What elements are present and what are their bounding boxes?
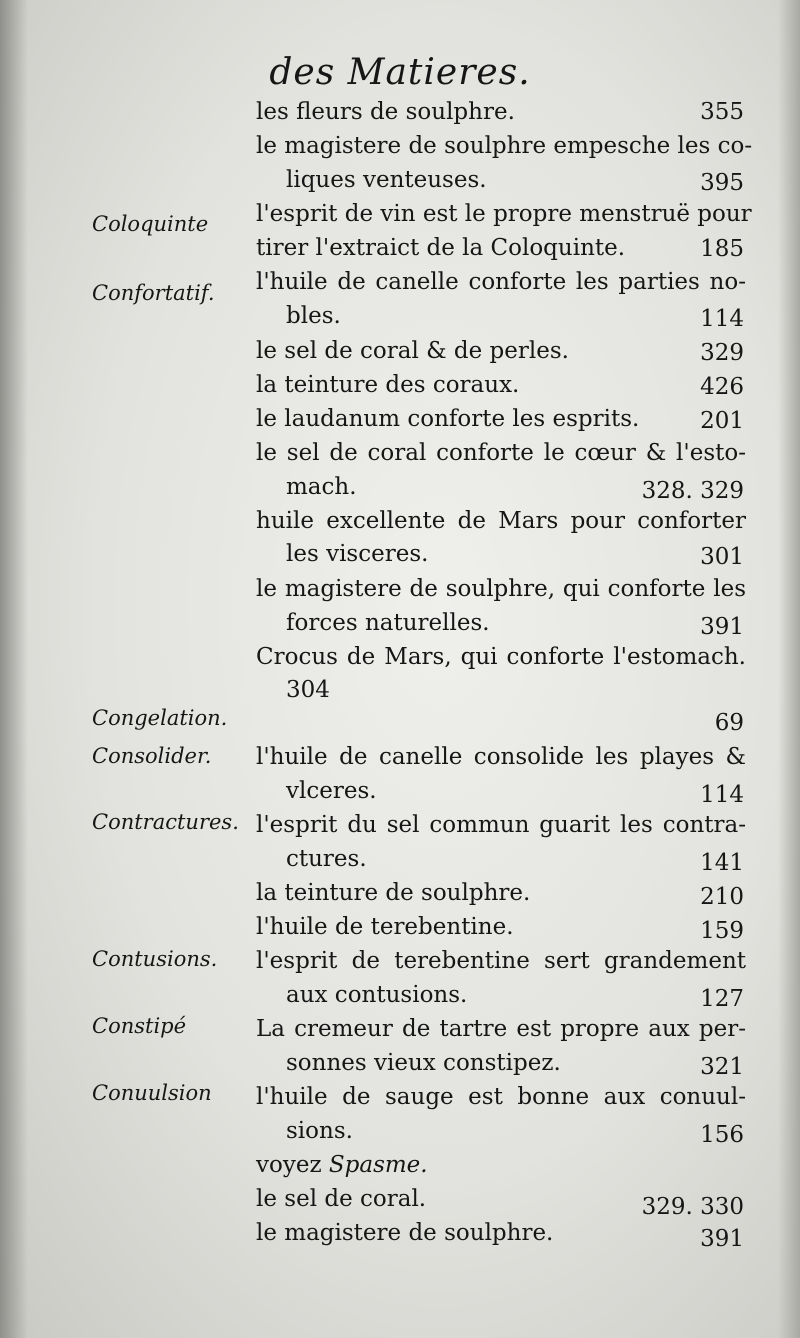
entry-line: le magistere de soulphre, qui conforte les (256, 576, 746, 602)
entry-line: l'esprit de vin est le propre menstruë pour (256, 201, 752, 227)
entry-line: La cremeur de tartre est propre aux per- (256, 1016, 746, 1042)
page-number: 114 (700, 306, 744, 332)
page-number: 159 (700, 918, 744, 944)
page-gutter-shadow (0, 0, 28, 1338)
entry-line: le magistere de soulphre. (256, 1220, 554, 1246)
entry-line (256, 1152, 746, 1178)
term-coloquinte: Coloquinte (92, 212, 209, 236)
entry-line: les visceres. (286, 541, 429, 567)
entry-line: l'huile de sauge est bonne aux conuul- (256, 1084, 746, 1110)
term-congelation: Congelation. (92, 706, 228, 730)
page-number: 210 (700, 884, 744, 910)
entry-line: les fleurs de soulphre. (256, 99, 515, 125)
entry-line: forces naturelles. (286, 610, 490, 636)
page-number: 156 (700, 1122, 744, 1148)
page-edge-shadow (778, 0, 800, 1338)
term-contractures: Contractures. (92, 810, 239, 834)
page-number: 321 (700, 1054, 744, 1080)
entry-line: vlceres. (286, 778, 377, 804)
page-number: 329 (700, 340, 744, 366)
entry-line: huile excellente de Mars pour conforter (256, 508, 746, 534)
page-number: 185 (700, 236, 744, 262)
page-number: 201 (700, 408, 744, 434)
entry-line: Crocus de Mars, qui conforte l'estomach. (256, 644, 746, 670)
entry-line: le laudanum conforte les esprits. (256, 406, 640, 432)
entry-line: l'huile de canelle consolide les playes & (256, 744, 746, 770)
page-number: 426 (700, 374, 744, 400)
entry-line: liques venteuses. (286, 167, 487, 193)
term-conuulsion: Conuulsion (92, 1081, 212, 1105)
term-confortatif: Confortatif. (92, 281, 215, 305)
entry-line: l'huile de canelle conforte les parties no- (256, 269, 746, 295)
running-header: des Matieres. (269, 52, 531, 93)
entry-line: bles. (286, 303, 341, 329)
page-number: 301 (700, 544, 744, 570)
entry-line: mach. (286, 474, 357, 500)
cross-reference-term: Spasme. (328, 1152, 428, 1178)
page-number: 391 (700, 614, 744, 640)
entry-line: aux contusions. (286, 982, 468, 1008)
entry-line: ctures. (286, 846, 367, 872)
entry-line: sonnes vieux constipez. (286, 1050, 561, 1076)
entry-line: le magistere de soulphre empesche les co- (256, 133, 753, 159)
page-number: 329. 330 (641, 1194, 744, 1220)
entry-line: sions. (286, 1118, 353, 1144)
entry-line: l'huile de terebentine. (256, 914, 514, 940)
page-number: 395 (700, 170, 744, 196)
entry-line: le sel de coral & de perles. (256, 338, 569, 364)
page-number: 141 (700, 850, 744, 876)
entry-line: l'esprit de terebentine sert grandement (256, 948, 746, 974)
entry-line: 304 (286, 677, 330, 703)
term-consolider: Consolider. (92, 744, 212, 768)
page-number: 355 (700, 99, 744, 125)
entry-line: la teinture de soulphre. (256, 880, 531, 906)
term-contusions: Contusions. (92, 947, 218, 971)
page-number: 69 (714, 710, 744, 736)
entry-line: le sel de coral conforte le cœur & l'esto- (256, 440, 746, 466)
term-constipe: Constipé (92, 1014, 187, 1038)
entry-line: le sel de coral. (256, 1186, 427, 1212)
page-number: 114 (700, 782, 744, 808)
entry-line: l'esprit du sel commun guarit les contra- (256, 812, 746, 838)
page-number: 391 (700, 1226, 744, 1252)
entry-line: tirer l'extraict de la Coloquinte. (256, 235, 626, 261)
page-number: 328. 329 (641, 478, 744, 504)
entry-line: la teinture des coraux. (256, 372, 520, 398)
page-number: 127 (700, 986, 744, 1012)
cross-reference-prefix: voyez (256, 1152, 329, 1178)
